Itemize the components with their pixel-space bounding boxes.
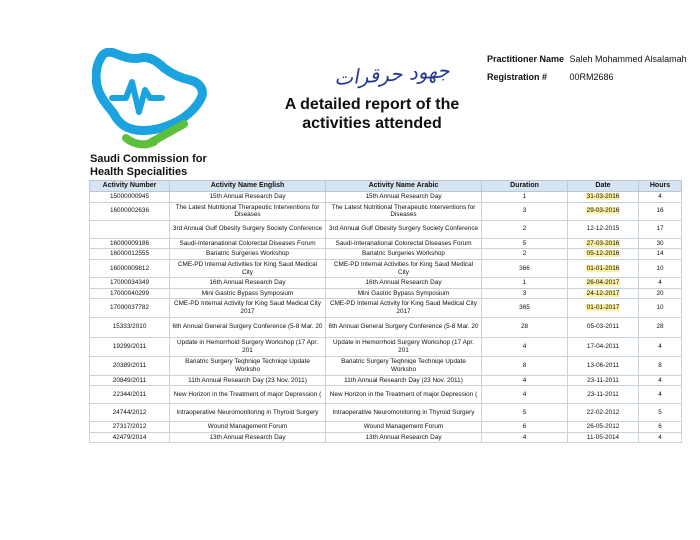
activity-number-cell: 20849/2011 xyxy=(90,375,170,386)
activity-number-cell: 16000009186 xyxy=(90,238,170,249)
practitioner-name-row xyxy=(487,54,687,64)
table-row xyxy=(90,192,682,203)
activity-name-english-cell: CME-PD Internal Activity for King Saud Medical City 2017 xyxy=(170,299,326,317)
activity-number-cell: 17000040299 xyxy=(90,288,170,299)
practitioner-name-value: Saleh Mohammed Alsalamah xyxy=(569,54,687,64)
activity-name-english-cell: 15th Annual Research Day xyxy=(170,192,326,203)
activity-name-english-cell: New Horizon in the Treatment of major Depression ( xyxy=(170,386,326,404)
table-row xyxy=(90,259,682,277)
date-cell xyxy=(568,278,639,289)
activity-number-cell: 16000002636 xyxy=(90,202,170,220)
activity-number-cell: 27317/2012 xyxy=(90,422,170,433)
activity-name-arabic-cell: Intraoperative Neuromonitoring in Thyroid Surgery xyxy=(326,404,482,422)
organization-name xyxy=(90,153,207,179)
report-title xyxy=(268,95,476,133)
hours-cell: 5 xyxy=(639,404,682,422)
header-activity-name-arabic: Activity Name Arabic xyxy=(326,181,482,192)
hours-cell: 10 xyxy=(639,259,682,277)
date-cell xyxy=(568,249,639,260)
activity-name-arabic-cell: CME-PD Internal Activities for King Saud Medical City xyxy=(326,259,482,277)
activity-name-arabic-cell: Mini Gastric Bypass Symposium xyxy=(326,288,482,299)
table-row xyxy=(90,375,682,386)
duration-cell: 2 xyxy=(482,220,568,238)
duration-cell: 1 xyxy=(482,278,568,289)
activity-name-english-cell: Mini Gastric Bypass Symposium xyxy=(170,288,326,299)
activities-table xyxy=(89,180,682,443)
activity-number-cell: 42479/2014 xyxy=(90,432,170,443)
activity-name-arabic-cell: The Latest Nutritional Therapeutic Interventions for Diseases xyxy=(326,202,482,220)
hours-cell: 30 xyxy=(639,238,682,249)
activity-name-arabic-cell: CME-PD Internal Activity for King Saud Medical City 2017 xyxy=(326,299,482,317)
highlighted-date: 24-12-2017 xyxy=(586,289,620,297)
activity-name-english-cell: 16th Annual Research Day xyxy=(170,278,326,289)
table-row xyxy=(90,317,682,337)
hours-cell: 4 xyxy=(639,432,682,443)
highlighted-date: 01-01-2017 xyxy=(586,304,620,312)
date-cell: 12-12-2015 xyxy=(568,220,639,238)
activity-number-cell: 15000000945 xyxy=(90,192,170,203)
activity-name-arabic-cell: Bariatric Surgery Teqhniqe Techniqe Update Worksho xyxy=(326,356,482,375)
handwritten-signature: جهود حرقرات xyxy=(333,57,451,91)
header-activity-name-english: Activity Name English xyxy=(170,181,326,192)
table-header-row xyxy=(90,181,682,192)
hours-cell: 4 xyxy=(639,192,682,203)
activity-name-english-cell: 6th Annual General Surgery Conference (5-8 Mar. 20 xyxy=(170,317,326,337)
activity-name-arabic-cell: New Horizon in the Treatment of major Depression ( xyxy=(326,386,482,404)
activity-name-english-cell: Intraoperative Neuromonitoring in Thyroid Surgery xyxy=(170,404,326,422)
duration-cell: 28 xyxy=(482,317,568,337)
activity-name-arabic-cell: 3rd Annual Gulf Obesity Surgery Society Conference xyxy=(326,220,482,238)
header-duration: Duration xyxy=(482,181,568,192)
date-cell xyxy=(568,192,639,203)
activity-name-english-cell: The Latest Nutritional Therapeutic Interventions for Diseases xyxy=(170,202,326,220)
activity-name-arabic-cell: Saudi-Interanational Colorectal Diseases Forum xyxy=(326,238,482,249)
activity-number-cell xyxy=(90,220,170,238)
duration-cell: 1 xyxy=(482,192,568,203)
table-row xyxy=(90,356,682,375)
table-row xyxy=(90,202,682,220)
activity-name-arabic-cell: Wound Management Forum xyxy=(326,422,482,433)
hours-cell: 6 xyxy=(639,422,682,433)
duration-cell: 3 xyxy=(482,288,568,299)
registration-row xyxy=(487,72,614,82)
hours-cell: 10 xyxy=(639,299,682,317)
hours-cell: 16 xyxy=(639,202,682,220)
scfhs-logo xyxy=(92,48,212,153)
duration-cell: 8 xyxy=(482,356,568,375)
date-cell: 11-05-2014 xyxy=(568,432,639,443)
header-hours: Hours xyxy=(639,181,682,192)
duration-cell: 5 xyxy=(482,238,568,249)
activity-number-cell: 24744/2012 xyxy=(90,404,170,422)
highlighted-date: 05-12-2016 xyxy=(586,250,620,258)
hours-cell: 28 xyxy=(639,317,682,337)
table-row xyxy=(90,337,682,356)
organization-line-1: Saudi Commission for xyxy=(90,153,207,165)
date-cell: 23-11-2011 xyxy=(568,375,639,386)
activity-name-english-cell: 3rd Annual Gulf Obesity Surgery Society Conference xyxy=(170,220,326,238)
duration-cell: 6 xyxy=(482,422,568,433)
table-row xyxy=(90,220,682,238)
activity-name-english-cell: Saudi-Interanational Colorectal Diseases Forum xyxy=(170,238,326,249)
registration-label: Registration # xyxy=(487,72,548,82)
hours-cell: 4 xyxy=(639,375,682,386)
highlighted-date: 31-03-2016 xyxy=(586,193,620,200)
practitioner-name-label: Practitioner Name xyxy=(487,54,565,64)
highlighted-date: 29-03-2016 xyxy=(586,207,620,215)
report-title-line-1: A detailed report of the xyxy=(284,96,460,113)
duration-cell: 366 xyxy=(482,259,568,277)
highlighted-date: 26-04-2017 xyxy=(586,279,620,287)
table-row xyxy=(90,422,682,433)
hours-cell: 4 xyxy=(639,337,682,356)
table-row xyxy=(90,404,682,422)
date-cell: 05-03-2011 xyxy=(568,317,639,337)
registration-value: 00RM2686 xyxy=(569,72,614,82)
activity-number-cell: 17000034349 xyxy=(90,278,170,289)
table-row xyxy=(90,288,682,299)
activity-name-arabic-cell: 11th Annual Research Day (23 Nov. 2011) xyxy=(326,375,482,386)
date-cell xyxy=(568,288,639,299)
activity-number-cell: 16000009812 xyxy=(90,259,170,277)
activity-name-english-cell: Bariatric Surgery Teqhniqe Techniqe Update Worksho xyxy=(170,356,326,375)
duration-cell: 2 xyxy=(482,249,568,260)
table-row xyxy=(90,386,682,404)
header-date: Date xyxy=(568,181,639,192)
date-cell: 17-04-2011 xyxy=(568,337,639,356)
hours-cell: 14 xyxy=(639,249,682,260)
table-row xyxy=(90,278,682,289)
highlighted-date: 01-01-2016 xyxy=(586,264,620,272)
duration-cell: 3 xyxy=(482,202,568,220)
hours-cell: 8 xyxy=(639,356,682,375)
duration-cell: 5 xyxy=(482,404,568,422)
duration-cell: 4 xyxy=(482,375,568,386)
activity-name-english-cell: 13th Annual Research Day xyxy=(170,432,326,443)
activity-name-arabic-cell: Update in Hemorrhoid Surgery Workshop (17 Apr. 201 xyxy=(326,337,482,356)
hours-cell: 4 xyxy=(639,386,682,404)
date-cell xyxy=(568,238,639,249)
hours-cell: 20 xyxy=(639,288,682,299)
organization-line-2: Health Specialities xyxy=(90,166,188,178)
date-cell xyxy=(568,202,639,220)
activity-name-english-cell: Bariatric Surgeries Workshop xyxy=(170,249,326,260)
date-cell: 23-11-2011 xyxy=(568,386,639,404)
activity-name-english-cell: CME-PD Internal Activities for King Saud Medical City xyxy=(170,259,326,277)
activity-number-cell: 20389/2011 xyxy=(90,356,170,375)
date-cell: 22-02-2012 xyxy=(568,404,639,422)
activity-name-english-cell: Update in Hemorrhoid Surgery Workshop (17 Apr. 201 xyxy=(170,337,326,356)
activity-name-english-cell: Wound Management Forum xyxy=(170,422,326,433)
table-row xyxy=(90,249,682,260)
duration-cell: 4 xyxy=(482,386,568,404)
activity-number-cell: 16000012555 xyxy=(90,249,170,260)
activity-number-cell: 19299/2011 xyxy=(90,337,170,356)
activity-number-cell: 22344/2011 xyxy=(90,386,170,404)
table-row xyxy=(90,299,682,317)
table-row xyxy=(90,238,682,249)
duration-cell: 4 xyxy=(482,432,568,443)
hours-cell: 4 xyxy=(639,278,682,289)
table-row xyxy=(90,432,682,443)
activity-name-arabic-cell: 6th Annual General Surgery Conference (5-8 Mar. 20 xyxy=(326,317,482,337)
date-cell xyxy=(568,299,639,317)
highlighted-date: 27-03-2016 xyxy=(586,239,620,247)
activity-name-arabic-cell: 15th Annual Research Day xyxy=(326,192,482,203)
report-title-line-2: activities attended xyxy=(302,115,442,132)
date-cell xyxy=(568,259,639,277)
date-cell: 26-05-2012 xyxy=(568,422,639,433)
hours-cell: 17 xyxy=(639,220,682,238)
duration-cell: 4 xyxy=(482,337,568,356)
date-cell: 13-06-2011 xyxy=(568,356,639,375)
duration-cell: 365 xyxy=(482,299,568,317)
activity-name-arabic-cell: Bariatric Surgeries Workshop xyxy=(326,249,482,260)
header-activity-number: Activity Number xyxy=(90,181,170,192)
activity-number-cell: 15333/2010 xyxy=(90,317,170,337)
activity-name-arabic-cell: 13th Annual Research Day xyxy=(326,432,482,443)
activity-name-arabic-cell: 16th Annual Research Day xyxy=(326,278,482,289)
activity-name-english-cell: 11th Annual Research Day (23 Nov. 2011) xyxy=(170,375,326,386)
activity-number-cell: 17000037782 xyxy=(90,299,170,317)
